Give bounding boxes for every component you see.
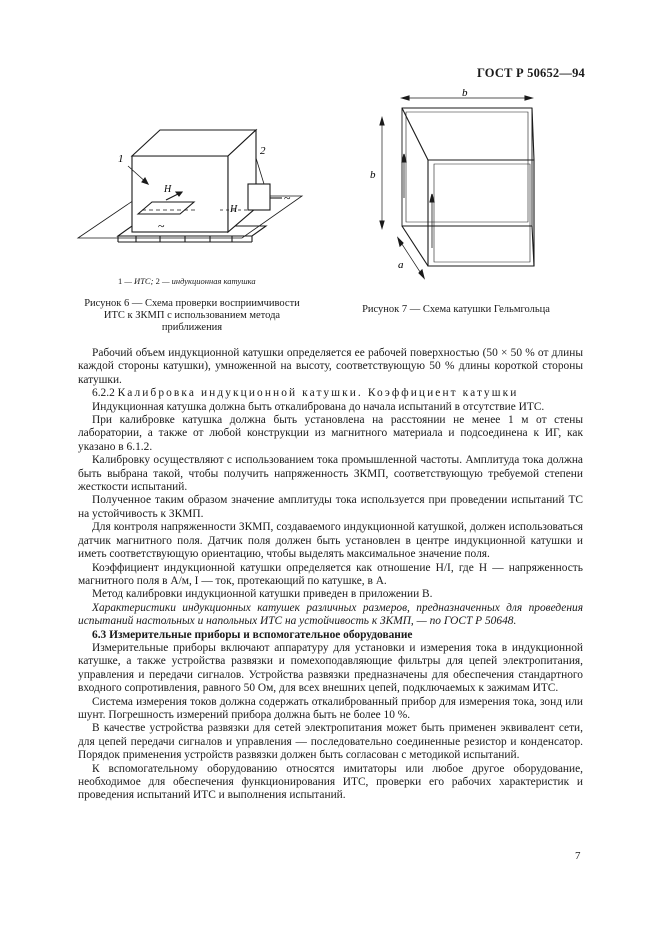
page-number: 7 — [575, 850, 581, 862]
legend-number-2: 2 — [155, 276, 160, 286]
paragraph: Индукционная катушка должна быть откалибрована до начала испытаний в отсутствие ИТС. — [92, 400, 545, 413]
paragraph: Коэффициент индукционной катушки определяется как отношение H/I, где H — напряженность магнитного поля в А/м, I — ток, протекающий по катушке, в А. — [78, 561, 583, 587]
paragraph: Для контроля напряженности ЗКМП, создаваемого индукционной катушкой, должен использоваться датчик магнитного поля. Датчик поля должен быть установлен в центре индукционной катушки и иметь соответствующую ориентацию, чтобы выделять максимальное значение поля. — [78, 521, 583, 561]
paragraph: Калибровку осуществляют с использованием тока промышленной частоты. Амплитуда тока должна быть выбрана такой, чтобы получить напряженность ЗКМП, соответствующую требуемой степени жесткости испытаний. — [78, 454, 583, 494]
paragraph: При калибровке катушка должна быть установлена на расстоянии не менее 1 м от стены лаборатории, а также от любой конструкции из магнитного материала и подсоединена к ИГ, как указано в 6.1.2. — [78, 414, 583, 453]
paragraph: В качестве устройства развязки для сетей электропитания может быть применен эквивалент сети, для цепей передачи сигналов и управления — последовательно соединенные резистор и конденсатор. Порядок применения устройств развязки должен быть согласован с методикой испытаний. — [78, 722, 583, 762]
figure-6-tilde-left: ~ — [158, 219, 165, 233]
figure-7-caption: Рисунок 7 — Схема катушки Гельмгольца — [362, 304, 550, 315]
section-number: 6.2.2 — [92, 387, 118, 400]
figure-6-caption: Рисунок 6 — Схема проверки восприимчивости ИТС к ЗКМП с использованием метода приближения — [84, 298, 300, 333]
legend-text-1: — ИТС; — [122, 276, 156, 286]
paragraph: Измерительные приборы включают аппаратуру для установки и измерения тока в индукционной катушке, а также устройства развязки и помехоподавляющие фильтры для цепей электропитания, управления и передачи сигналов. Устройства развязки предназначены для обеспечения стандартного входного сопротивления, равного 50 Ом, для всех внешних цепей, подключаемых к зажимам ИТС. — [78, 641, 583, 695]
section-heading-6-2-2 — [78, 387, 583, 400]
body-text — [78, 347, 583, 803]
figure-6-tilde-right: ~ — [284, 191, 291, 205]
paragraph: Метод калибровки индукционной катушки приведен в приложении В. — [92, 588, 433, 601]
figure-7-label-b-top: b — [462, 88, 468, 99]
paragraph: Система измерения токов должна содержать откалиброванный прибор для измерения тока, зонд или шунт. Погрешность измерений прибора должна быть не более 10 %. — [78, 695, 583, 721]
section-heading-6-3: 6.3 Измерительные приборы и вспомогательное оборудование — [92, 628, 413, 641]
figure-6-label-2: 2 — [260, 145, 266, 157]
document-header: ГОСТ Р 50652—94 — [476, 66, 585, 80]
figure-7-label-b-side: b — [370, 169, 376, 181]
paragraph: Полученное таким образом значение амплитуды тока используется при проведении испытаний ТС на устойчивость к ЗКМП. — [78, 494, 583, 520]
figure-7-diagram — [362, 88, 542, 288]
figure-6-diagram — [70, 118, 310, 278]
figure-6-legend — [118, 276, 256, 286]
italic-note: Характеристики индукционных катушек различных размеров, предназначенных для проведения испытаний настольных и напольных ИТС на устойчивость к ЗКМП, — по ГОСТ Р 50648. — [78, 601, 583, 628]
figure-6-label-1: 1 — [118, 153, 124, 165]
legend-number-1: 1 — [118, 276, 123, 286]
figure-6-label-h: H — [164, 184, 172, 195]
section-title: Калибровка индукционной катушки. Коэффициент катушки — [117, 387, 519, 400]
paragraph: К вспомогательному оборудованию относятся имитаторы или любое другое оборудование, необходимое для обеспечения функционирования ИТС, проверки его рабочих характеристик и проведения испытаний ИТС и выполнения испытаний. — [78, 762, 583, 802]
figure-7-label-a: a — [398, 259, 404, 271]
paragraph: Рабочий объем индукционной катушки определяется ее рабочей поверхностью (50 × 50 % от длины каждой стороны катушки), умноженной на высоту, соответствующую 50 % длины короткой стороны катушки. — [78, 347, 583, 386]
legend-text-2: — индукционная катушка — [159, 276, 256, 286]
figure-6-label-h-side: H — [230, 204, 238, 215]
